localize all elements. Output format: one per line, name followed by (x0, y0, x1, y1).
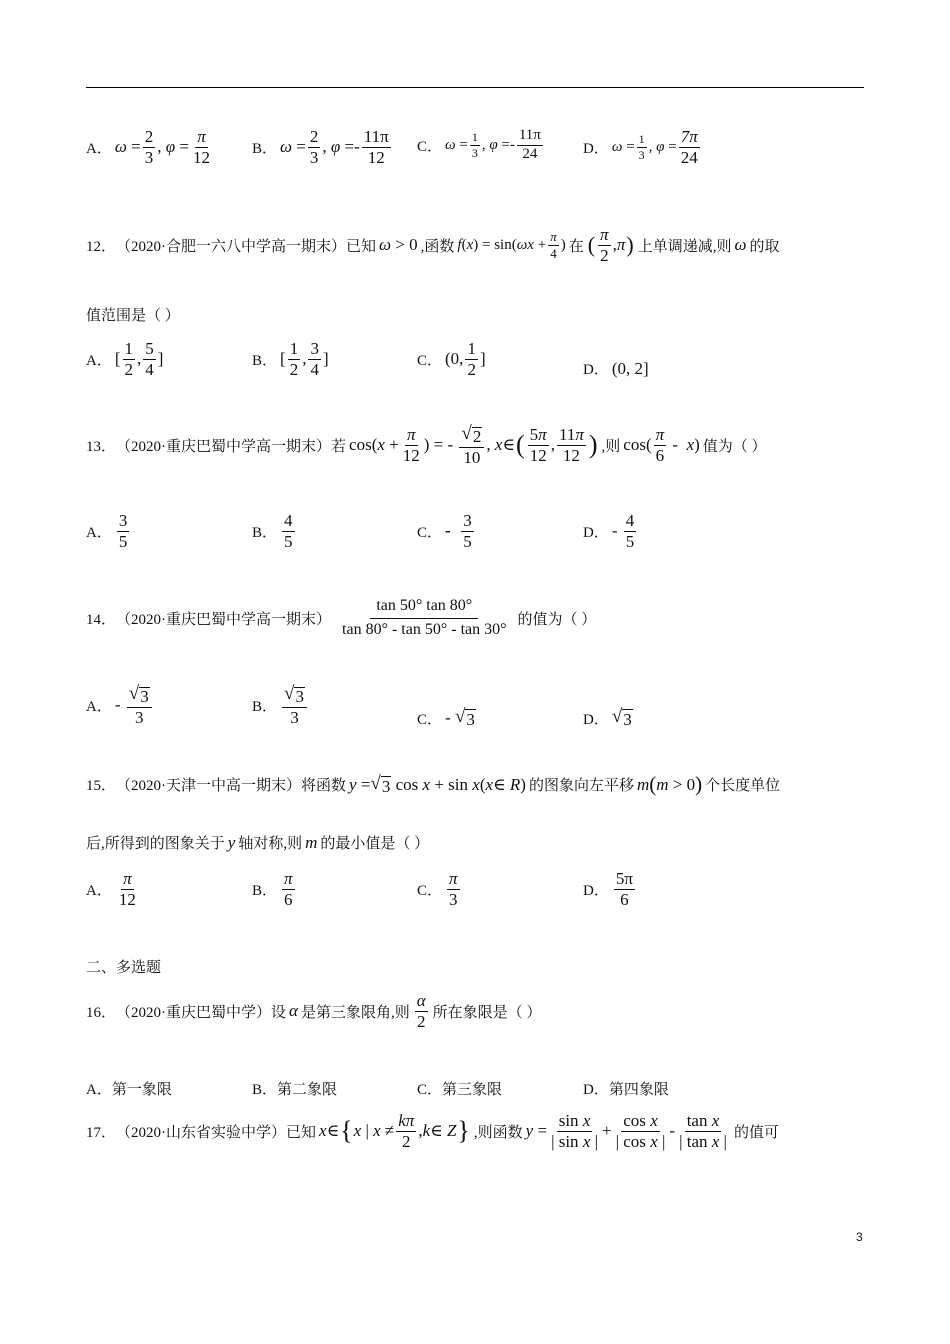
q13-option-b: B． $\frac{4}{5}$ (252, 511, 293, 551)
q16-option-c: C．第三象限 (417, 1082, 503, 1098)
q11-option-b: B． ω = $\frac{2}{3}$ , φ = - $\frac{11\pi}{12}$ (252, 127, 389, 167)
q13-stem: 13． （2020·重庆巴蜀中学高一期末） 若 cos( x + $\frac{\pi}{12}$ ) = - √ 2 10 , x ∈ ( $\frac{5\pi}{12}$ , $\frac{11\pi}{12}$ ) ,则 cos( $\frac{\pi}{6}$ - x ) 值为（ ） (86, 423, 767, 467)
q14-option-a: A． - √ 3 3 (86, 684, 157, 727)
q12-option-a: A． [ $\frac{1}{2}$ , $\frac{5}{4}$ ] (86, 339, 164, 379)
q16-stem: 16． （2020·重庆巴蜀中学） 设 α 是第三象限角,则 $\frac{\alpha}{2}$ 所在象限是（ ） (86, 991, 542, 1031)
q12-stem: 12． （2020·合肥一六八中学高一期末） 已知 ω > 0 ,函数 f ( x ) = sin( ωx + $\frac{\pi}{4}$ ) 在 ( $\frac{\pi}{2}$ , π ) 上单调递减,则 ω 的取 (86, 225, 780, 265)
q14-stem: 14． （2020·重庆巴蜀中学高一期末） $\frac{\tan 50^\circ \tan 80^\circ}{\tan 80^\circ - \tan 50^\circ - \tan 30^\circ}$ 的值为（ ） (86, 597, 597, 638)
q11-option-a: A． ω = $\frac{2}{3}$ , φ = $\frac{\pi}{12}$ (86, 127, 210, 167)
q14-option-c: C． - √ 3 (417, 706, 475, 729)
q13-option-d: D． - $\frac{4}{5}$ (583, 511, 635, 551)
q12-option-d: D． (0, 2] (583, 358, 649, 378)
q12-stem-line2: 值范围是（ ） (86, 308, 180, 324)
q15-stem: 15． （2020·天津一中高一期末） 将函数 y = √ 3 cos x + sin x ( x ∈ R ) 的图象向左平移 m ( m > 0 ) 个长度单位 (86, 772, 781, 796)
q12-option-c: C． (0, $\frac{1}{2}$ ] (417, 339, 486, 379)
q13-option-a: A． $\frac{3}{5}$ (86, 511, 128, 551)
q15-option-d: D． $\frac{5\pi}{6}$ (583, 869, 633, 909)
q15-stem-line2: 后,所得到的图象关于 y 轴对称,则 m 的最小值是（ ） (86, 832, 430, 852)
header-rule (86, 87, 864, 88)
q13-option-c: C． - $\frac{3}{5}$ (417, 511, 472, 551)
q16-option-b: B．第二象限 (252, 1082, 338, 1098)
q17-stem: 17． （2020·山东省实验中学） 已知 x ∈ { x | x ≠ $\frac{k\pi}{2}$ , k ∈ Z } ,则函数 y = $\frac{\text{sin x}}{\text{| sin x |}}$ + $\frac{\text{cos x}}{\text{| cos x |}}$ - $\frac{\text{tan x}}{\text{| tan x |}}$ 的值可 (86, 1111, 779, 1151)
q11-option-d: D． ω = $\frac{1}{3}$ , φ = $\frac{7\pi}{24}$ (583, 127, 698, 167)
q16-option-d: D．第四象限 (583, 1082, 669, 1098)
q15-option-c: C． $\frac{\pi}{3}$ (417, 869, 458, 909)
q15-option-b: B． $\frac{\pi}{6}$ (252, 869, 293, 909)
q11-option-c: C． ω = $\frac{1}{3}$ , φ = - $\frac{11\pi}{24}$ (417, 127, 541, 162)
q14-option-d: D． √ 3 (583, 706, 632, 729)
q12-option-b: B． [ $\frac{1}{2}$ , $\frac{3}{4}$ ] (252, 339, 329, 379)
section-heading: 二、多选题 (86, 960, 162, 976)
q16-option-a: A．第一象限 (86, 1082, 172, 1098)
q14-option-b: B． √ 3 3 (252, 684, 312, 727)
page-number: 3 (856, 1230, 863, 1244)
q15-option-a: A． $\frac{\pi}{12}$ (86, 869, 136, 909)
